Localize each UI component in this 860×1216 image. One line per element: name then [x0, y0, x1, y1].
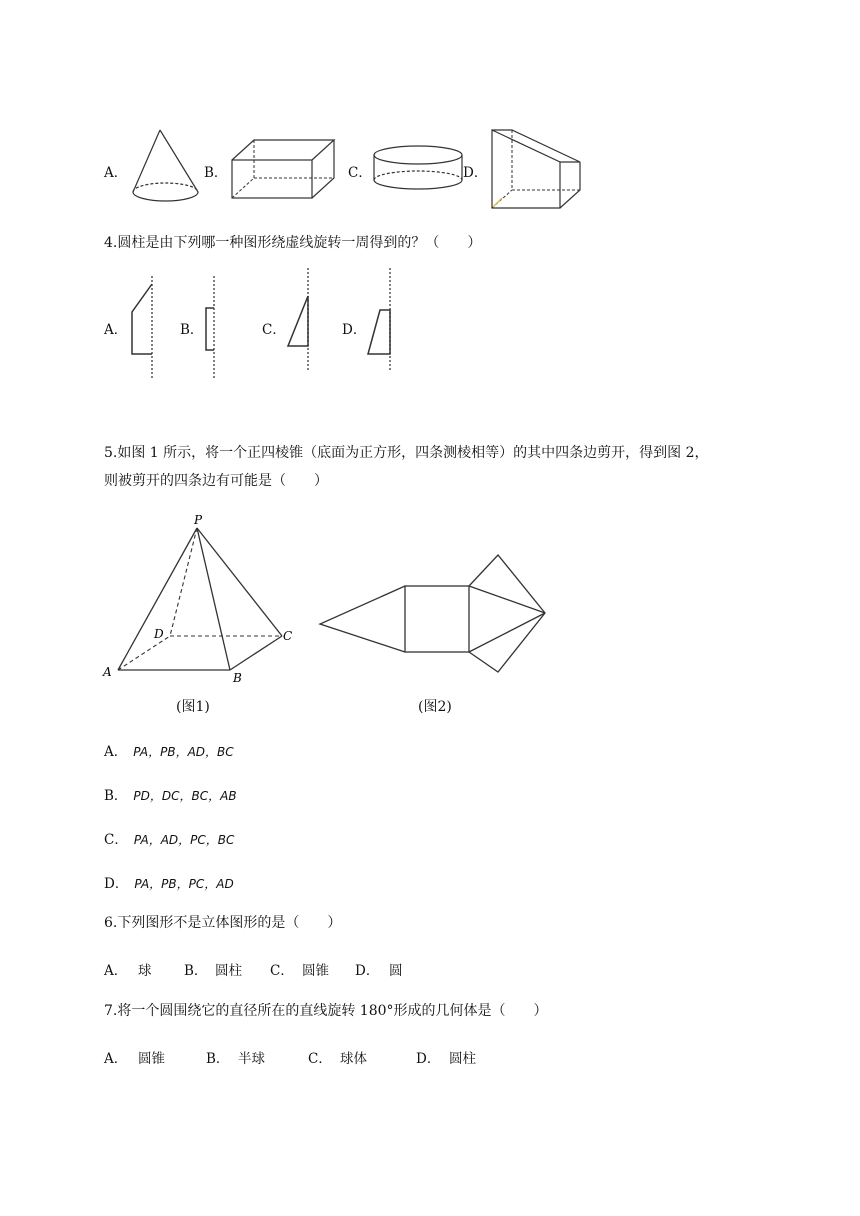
q3-option-d-label: D． [463, 165, 488, 181]
q4-figure-b [200, 274, 230, 378]
q7-option-b-text: 半球 [238, 1051, 265, 1067]
q7-option-a-text: 圆锥 [138, 1051, 165, 1067]
cuboid-figure [230, 138, 340, 208]
vertex-label-c: C [283, 629, 293, 643]
q3-option-a-label: A． [104, 165, 128, 181]
q7-option-c-letter: C． [308, 1051, 332, 1067]
q6-option-d-text: 圆 [389, 963, 403, 979]
q4-figure-a [124, 274, 164, 378]
q4-option-b-label: B． [180, 322, 204, 338]
q5-option-c: C． PA，AD，PC，BC [104, 832, 235, 848]
pyramid-net-figure-2 [316, 553, 556, 683]
q7-option-a-letter: A． [104, 1051, 128, 1067]
q6-option-b-letter: B． [184, 963, 208, 979]
q4-option-d-label: D． [342, 322, 367, 338]
q7-option-d-text: 圆柱 [449, 1051, 476, 1067]
q4-option-a-label: A． [104, 322, 128, 338]
pyramid-figure-1 [100, 512, 300, 685]
q5-option-b: B． PD，DC，BC，AB [104, 788, 237, 804]
q6-option-c-letter: C． [270, 963, 294, 979]
vertex-label-b: B [233, 671, 242, 685]
q7-option-b-letter: B． [206, 1051, 230, 1067]
cylinder-figure [373, 144, 473, 204]
q5-option-a: A． PA，PB，AD，BC [104, 744, 234, 760]
vertex-label-a: A [103, 665, 112, 679]
q3-option-c-label: C． [348, 165, 372, 181]
q4-option-c-label: C． [262, 322, 286, 338]
q4-figure-d [364, 266, 404, 370]
vertex-label-d: D [154, 627, 164, 641]
q6-option-d-letter: D． [355, 963, 380, 979]
q7-question: 7.将一个圆围绕它的直径所在的直线旋转 180°形成的几何体是（ ） [104, 1003, 548, 1019]
q6-question: 6.下列图形不是立体图形的是（ ） [104, 915, 342, 931]
q5-question-line2: 则被剪开的四条边有可能是（ ） [104, 473, 328, 489]
figure-1-caption: (图1) [176, 699, 210, 715]
vertex-label-p: P [194, 513, 203, 527]
q7-option-d-letter: D． [416, 1051, 441, 1067]
figure-2-caption: (图2) [418, 699, 452, 715]
q6-option-a-letter: A． [104, 963, 128, 979]
q6-option-b-text: 圆柱 [215, 963, 242, 979]
q4-question: 4.圆柱是由下列哪一种图形绕虚线旋转一周得到的？（ ） [104, 235, 482, 251]
q3-option-b-label: B． [204, 165, 228, 181]
q7-option-c-text: 球体 [340, 1051, 367, 1067]
cone-figure [130, 128, 206, 208]
q6-option-a-text: 球 [138, 963, 152, 979]
q4-figure-c [282, 266, 322, 370]
q5-option-d: D． PA，PB，PC，AD [104, 876, 234, 892]
q6-option-c-text: 圆锥 [302, 963, 329, 979]
triangular-prism-figure [490, 126, 586, 212]
q5-question-line1: 5.如图 1 所示，将一个正四棱锥（底面为正方形，四条测棱相等）的其中四条边剪开，得到图 2， [104, 445, 709, 461]
